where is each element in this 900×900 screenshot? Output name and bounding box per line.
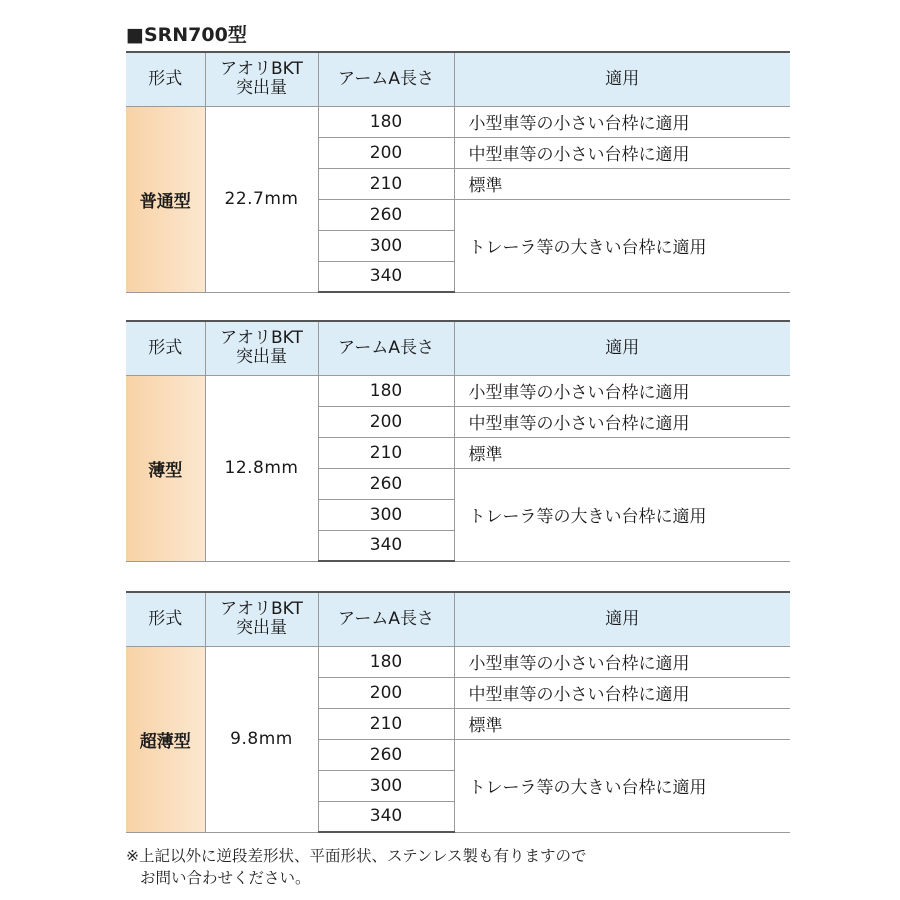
spec-table-thin [126, 320, 790, 562]
arm-length-cell: 210 [318, 708, 454, 739]
footnote-line1: ※上記以外に逆段差形状、平面形状、ステンレス製も有りますので [126, 847, 587, 865]
header-projection [205, 52, 318, 106]
footnote-line2: お問い合わせください。 [140, 869, 311, 887]
application-cell: 中型車等の小さい台枠に適用 [454, 677, 790, 708]
table-row [126, 106, 790, 137]
header-type: 形式 [126, 592, 205, 646]
arm-length-cell: 210 [318, 168, 454, 199]
projection-cell: 22.7mm [205, 106, 318, 292]
arm-length-cell: 180 [318, 375, 454, 406]
spec-table-ultra-thin [126, 591, 790, 833]
arm-length-cell: 340 [318, 801, 454, 832]
header-application: 適用 [454, 592, 790, 646]
header-projection [205, 592, 318, 646]
projection-cell: 9.8mm [205, 646, 318, 832]
header-projection-line1: アオリBKT [220, 59, 303, 80]
header-type: 形式 [126, 321, 205, 375]
type-cell: 普通型 [126, 106, 205, 292]
application-cell: 小型車等の小さい台枠に適用 [454, 646, 790, 677]
arm-length-cell: 200 [318, 406, 454, 437]
arm-length-cell: 260 [318, 199, 454, 230]
header-application: 適用 [454, 321, 790, 375]
arm-length-cell: 210 [318, 437, 454, 468]
arm-length-cell: 300 [318, 499, 454, 530]
application-cell: 標準 [454, 168, 790, 199]
application-cell: 小型車等の小さい台枠に適用 [454, 375, 790, 406]
table-row [126, 646, 790, 677]
header-projection-line2: 突出量 [236, 347, 287, 368]
application-cell: トレーラ等の大きい台枠に適用 [454, 739, 790, 832]
header-projection-line1: アオリBKT [220, 599, 303, 620]
header-application: 適用 [454, 52, 790, 106]
arm-length-cell: 180 [318, 646, 454, 677]
projection-cell: 12.8mm [205, 375, 318, 561]
type-cell: 超薄型 [126, 646, 205, 832]
header-projection-line2: 突出量 [236, 618, 287, 639]
application-cell: トレーラ等の大きい台枠に適用 [454, 199, 790, 292]
application-cell: 小型車等の小さい台枠に適用 [454, 106, 790, 137]
arm-length-cell: 260 [318, 739, 454, 770]
arm-length-cell: 200 [318, 677, 454, 708]
header-projection [205, 321, 318, 375]
header-projection-line2: 突出量 [236, 78, 287, 99]
header-arm-length: アームA長さ [318, 592, 454, 646]
application-cell: 中型車等の小さい台枠に適用 [454, 137, 790, 168]
spec-table-standard [126, 51, 790, 293]
page-title: ■SRN700型 [126, 24, 247, 46]
spec-page [108, 0, 810, 900]
application-cell: トレーラ等の大きい台枠に適用 [454, 468, 790, 561]
header-arm-length: アームA長さ [318, 321, 454, 375]
application-cell: 標準 [454, 708, 790, 739]
header-projection-line1: アオリBKT [220, 328, 303, 349]
application-cell: 中型車等の小さい台枠に適用 [454, 406, 790, 437]
arm-length-cell: 200 [318, 137, 454, 168]
footnote [126, 845, 796, 889]
header-arm-length: アームA長さ [318, 52, 454, 106]
header-type: 形式 [126, 52, 205, 106]
arm-length-cell: 300 [318, 770, 454, 801]
application-cell: 標準 [454, 437, 790, 468]
arm-length-cell: 340 [318, 261, 454, 292]
arm-length-cell: 260 [318, 468, 454, 499]
arm-length-cell: 300 [318, 230, 454, 261]
type-cell: 薄型 [126, 375, 205, 561]
arm-length-cell: 180 [318, 106, 454, 137]
arm-length-cell: 340 [318, 530, 454, 561]
table-row [126, 375, 790, 406]
